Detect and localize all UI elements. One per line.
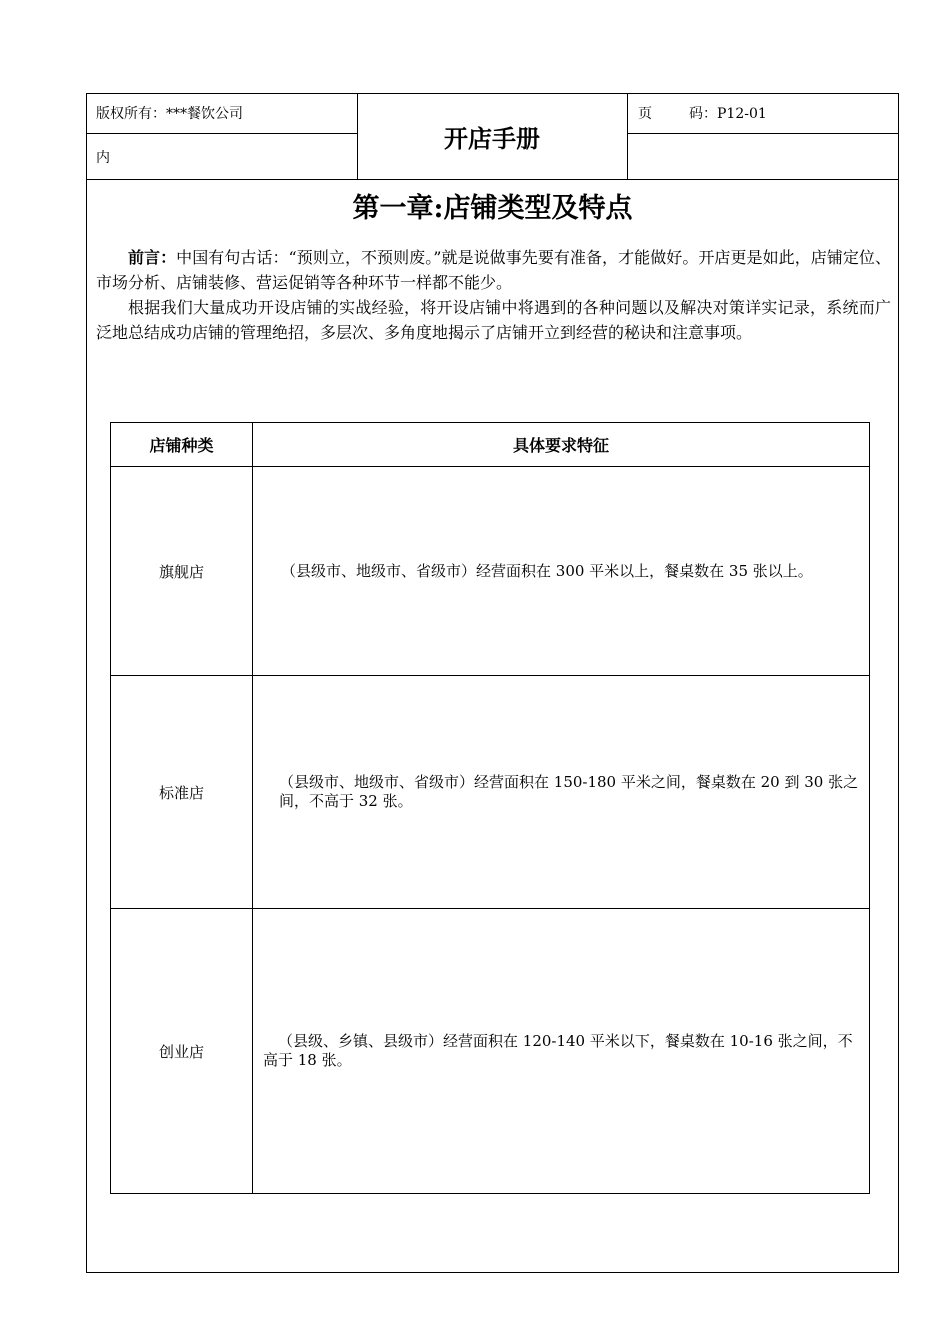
header-row-divider-left [86,133,357,134]
header-row2-text: 内 [96,150,110,166]
header-store-type: 店铺种类 [149,436,214,455]
page-code: 码：P12-01 [689,106,767,122]
page-label: 页 [638,106,652,122]
store-types-table [110,422,870,1194]
header-row-divider-right [627,133,899,134]
row-startup-desc [253,909,869,1193]
row-standard-type: 标准店 [158,783,204,802]
row-flagship-desc: （县级市、地级市、省级市）经营面积在 300 平米以上，餐桌数在 35 张以上。 [281,561,813,580]
header-vertical-divider-right [627,93,628,180]
preface-lead: 前言： [128,248,177,267]
preface-text: 中国有句古话：“预则立，不预则废。”就是说做事先要有准备，才能做好。开店更是如此，店铺定位、市场分析、店铺装修、营运促销等各种环节一样都不能少。 [96,248,891,292]
document-title: 开店手册 [444,125,540,153]
copyright-text: 版权所有：***餐饮公司 [96,106,243,122]
row-standard-desc [253,676,869,908]
row-startup-type: 创业店 [158,1042,204,1061]
row-standard-desc-text: （县级市、地级市、省级市）经营面积在 150-180 平米之间，餐桌数在 20 到 30 张之间，不高于 32 张。 [279,773,859,810]
chapter-title: 第一章:店铺类型及特点 [352,193,633,224]
header-requirements: 具体要求特征 [512,436,609,455]
row-startup-desc-text: （县级、乡镇、县级市）经营面积在 120-140 平米以下，餐桌数在 10-16 张之间，不高于 18 张。 [263,1032,853,1069]
body-paragraph: 根据我们大量成功开设店铺的实战经验，将开设店铺中将遇到的各种问题以及解决对策详实记录，系统而广泛地总结成功店铺的管理绝招，多层次、多角度地揭示了店铺开立到经营的秘诀和注意事项。 [96,298,891,342]
row-flagship-type: 旗舰店 [158,562,204,581]
preface-paragraph [96,245,891,295]
